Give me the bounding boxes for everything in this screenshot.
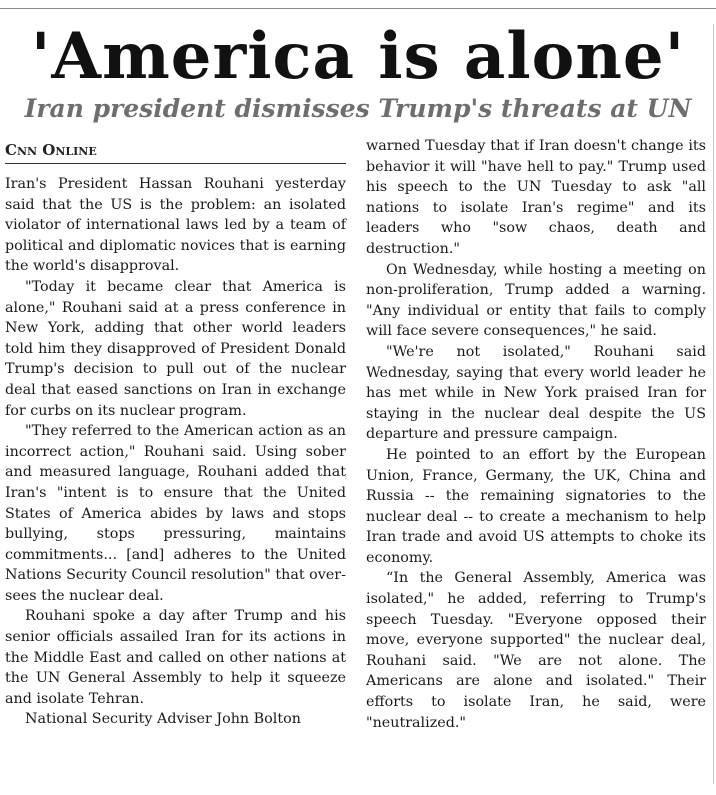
page-edge-rule <box>713 24 714 784</box>
headline: 'America is alone' <box>30 19 686 94</box>
paragraph: National Security Adviser John Bolton <box>25 711 301 728</box>
paragraph: "They referred to the American action as an incorrect action," Rouhani said. Using sober and measured language, Rouhani added that Iran's "intent is to ensure that the United States of America abides by laws and stops bullying, stops pressuring, maintains commitments... [and] adheres to the United Nations Security Council resolution" that oversees the nuclear deal. <box>5 423 346 604</box>
paragraph: "Today it became clear that America is alone," Rouhani said at a press conference in New York, adding that other world leaders told him they disapproved of President Donald Trump's decision to pull out of the nuclear deal that eased sanctions on Iran in exchange for curbs on its nuclear program. <box>5 278 346 419</box>
byline-rule <box>5 163 346 164</box>
right-column <box>366 136 706 733</box>
paragraph: Rouhani spoke a day after Trump and his senior officials assailed Iran for its actions in the Middle East and called on other nations at the UN General Assembly to help it squeeze and isolate Tehran. <box>5 608 346 707</box>
left-column <box>5 174 346 730</box>
paragraph: “In the General Assembly, America was isolated," he added, referring to Trump's speech Tuesday. "Everyone opposed their move, everyone supported" the nuclear deal, Rouhani said. "We are not alone. The Americans are alone and isolated." Their efforts to isolate Iran, he said, were "neutralized." <box>366 570 706 731</box>
subheadline: Iran president dismisses Trump's threats at UN <box>24 94 692 123</box>
paragraph: warned Tuesday that if Iran doesn't change its behavior it will "have hell to pay." Trump used his speech to the UN Tuesday to ask "all nations to isolate Iran's regime" and its leaders who "sow chaos, death and destruction." <box>366 138 706 257</box>
paragraph: Iran's President Hassan Rouhani yesterday said that the US is the problem: an isolated violator of international laws led by a team of political and diplomatic novices that is earning the world's disapproval. <box>5 176 346 275</box>
paragraph: On Wednesday, while hosting a meeting on non-proliferation, Trump added a warning. "Any individual or entity that fails to comply will face severe consequences," he said. <box>366 261 706 340</box>
paragraph: "We're not isolated," Rouhani said Wednesday, saying that every world leader he has met while in New York praised Iran for staying in the nuclear deal despite the US departure and pressure campaign. <box>366 343 706 443</box>
paragraph: He pointed to an effort by the European Union, France, Germany, the UK, China and Russia -- the remaining signatories to the nuclear deal -- to create a mechanism to help Iran trade and avoid US attempts to choke its economy. <box>366 446 706 566</box>
byline: Cnn Online <box>5 141 97 159</box>
top-rule <box>0 8 716 9</box>
